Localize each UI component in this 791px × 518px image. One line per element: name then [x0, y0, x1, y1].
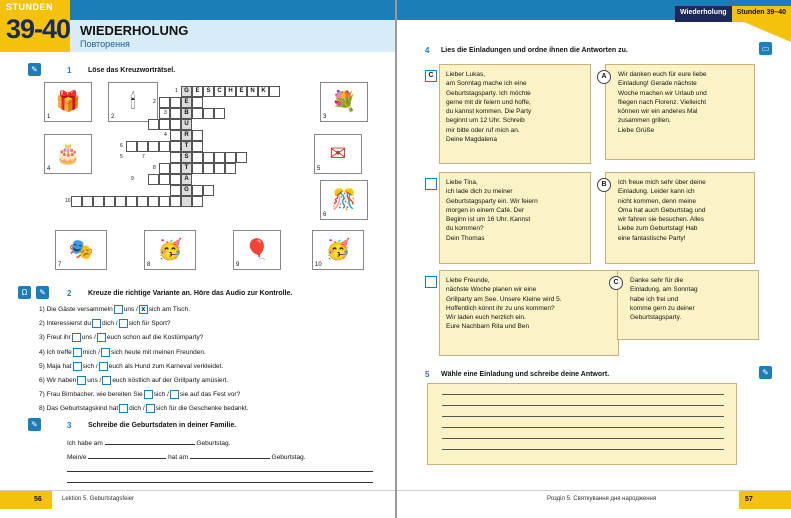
picture-cake: [44, 134, 92, 174]
crossword-cell[interactable]: [269, 86, 280, 97]
sentence-row: [39, 390, 240, 399]
crossword-cell[interactable]: [170, 108, 181, 119]
crossword-cell[interactable]: [192, 130, 203, 141]
crossword-cell[interactable]: [170, 163, 181, 174]
birthday-line-2: [67, 454, 306, 461]
crossword-clue-number: 4: [164, 132, 167, 138]
crossword-cell[interactable]: [192, 196, 203, 207]
picture-number: 9: [236, 262, 240, 268]
footer-text: Lektion 5. Geburtstagsfeier: [62, 496, 135, 502]
picture-confetti: [320, 180, 368, 220]
option-checkbox[interactable]: [119, 404, 128, 413]
section-tab: [675, 6, 791, 22]
crossword-cell[interactable]: [159, 97, 170, 108]
crossword-cell[interactable]: B: [181, 108, 192, 119]
answer-letter-box[interactable]: [425, 276, 437, 288]
sentence-row: [39, 376, 228, 385]
write-line[interactable]: [442, 438, 724, 439]
line-text: Geburtstag.: [196, 440, 231, 447]
cake-icon: 🎂: [55, 143, 81, 165]
crossword-cell[interactable]: [181, 196, 192, 207]
crossword-cell[interactable]: [170, 97, 181, 108]
sentence-row: [39, 362, 223, 371]
footer: [0, 490, 395, 518]
crossword-cell[interactable]: S: [203, 86, 214, 97]
pencil-icon: ✎: [36, 286, 49, 299]
card-line: fliegen nach Florenz. Vielleicht: [618, 98, 707, 106]
card-line: Ich freue mich sehr über deine: [618, 179, 706, 186]
option-2: euch als Hund zum Karneval verkleidet.: [108, 363, 224, 371]
card-line: gerne mit dir feiern und hoffe,: [446, 98, 531, 106]
line-text: hat am: [168, 454, 189, 461]
page-subtitle: Повторення: [80, 39, 130, 49]
crossword-cell[interactable]: A: [181, 174, 192, 185]
crossword-cell[interactable]: G: [181, 185, 192, 196]
option-1: mich /: [82, 348, 101, 356]
exercise-1-title: Löse das Kreuzworträtsel.: [88, 67, 176, 74]
exercise-4-number: 4: [425, 46, 430, 55]
crossword-cell[interactable]: [214, 152, 225, 163]
section-tab-label: Wiederholung: [675, 6, 732, 22]
option-checkbox[interactable]: [102, 376, 111, 385]
headphones-icon: Ω: [18, 286, 31, 299]
sentence-row: [39, 348, 206, 357]
picture-number: 7: [58, 262, 62, 268]
crossword-cell[interactable]: [203, 108, 214, 119]
card-line: komme gern zu deiner: [630, 304, 695, 312]
option-2: euch köstlich auf der Grillparty amüsiert.: [112, 377, 229, 385]
crossword-cell[interactable]: E: [236, 86, 247, 97]
card-line: Deine Magdalena: [446, 136, 497, 144]
option-checkbox[interactable]: [77, 376, 86, 385]
card-line: können wir ein anderes Mal: [618, 108, 698, 116]
crossword-cell[interactable]: [159, 196, 170, 207]
picture-envelope: [314, 134, 362, 174]
option-checkbox[interactable]: [73, 362, 82, 371]
crossword-clue-number: 10: [65, 198, 71, 204]
card-line: Geburtstagsparty.: [630, 314, 682, 322]
balloon-icon: 🎈: [244, 239, 270, 261]
pencil-icon: ✎: [759, 366, 772, 379]
answer-card: [605, 64, 755, 160]
invitation-card: [439, 270, 619, 356]
crossword-cell[interactable]: [115, 196, 126, 207]
write-line[interactable]: [442, 394, 724, 395]
crossword-cell[interactable]: [214, 108, 225, 119]
pencil-icon: ✎: [28, 418, 41, 431]
crossword-cell[interactable]: [148, 196, 159, 207]
card-line: Einladung. Leider kann ich: [618, 188, 695, 196]
crossword-clue-number: 7: [142, 154, 145, 160]
card-line: habe ich frei und: [630, 295, 679, 303]
crossword-cell[interactable]: [137, 196, 148, 207]
birthday-line-1: [67, 440, 230, 447]
write-line[interactable]: [442, 405, 724, 406]
card-line: Liebe zum Geburtstag! Hab: [618, 225, 698, 233]
pencil-icon: ✎: [28, 63, 41, 76]
sentence-start: 3) Freut ihr: [39, 334, 71, 342]
book-icon: ▭: [759, 42, 772, 55]
picture-number: 5: [317, 166, 321, 172]
picture-party: [144, 230, 196, 270]
picture-balloon: [233, 230, 281, 270]
crossword-clue-number: 6: [120, 143, 123, 149]
write-line[interactable]: [442, 427, 724, 428]
crossword-cell[interactable]: [170, 130, 181, 141]
write-line[interactable]: [442, 449, 724, 450]
picture-number: 8: [147, 262, 151, 268]
crossword-cell[interactable]: [203, 185, 214, 196]
crossword-cell[interactable]: [104, 196, 115, 207]
picture-number: 3: [323, 114, 327, 120]
sentence-start: 7) Frau Birnbacher, wie bereiten Sie: [39, 391, 143, 399]
option-1: uns /: [87, 377, 102, 385]
crossword-cell[interactable]: [170, 174, 181, 185]
picture-mask: [55, 230, 107, 270]
picture-number: 1: [47, 114, 51, 120]
option-checkbox[interactable]: [144, 390, 153, 399]
exercise-2-number: 2: [67, 289, 72, 298]
line-text: Geburtstag.: [271, 454, 306, 461]
card-line: Danke sehr für die: [630, 277, 684, 284]
option-checkbox[interactable]: [114, 305, 123, 314]
option-checkbox[interactable]: [101, 348, 110, 357]
option-1: sich /: [82, 363, 98, 371]
crossword-cell[interactable]: [203, 152, 214, 163]
write-blank[interactable]: [88, 458, 166, 459]
exercise-3-number: 3: [67, 421, 72, 430]
card-line: Wir danken euch für eure liebe: [618, 71, 707, 78]
option-2: sich für die Geschenke bedankt.: [155, 405, 249, 413]
answer-writing-box: [427, 383, 737, 465]
footer-text: Розділ 5. Святкування дня народження: [547, 496, 657, 502]
sentence-start: 6) Wir haben: [39, 377, 77, 385]
picture-number: 6: [323, 212, 327, 218]
option-1: dich /: [102, 320, 118, 328]
crossword-cell[interactable]: C: [214, 86, 225, 97]
option-1: uns /: [81, 334, 96, 342]
sentence-start: 2) Interessierst du: [39, 320, 92, 328]
stunden-label: STUNDEN: [6, 2, 54, 12]
option-checkbox[interactable]: [170, 390, 179, 399]
card-line: Liebe Grüße: [618, 126, 655, 134]
envelope-icon: ✉: [329, 143, 347, 165]
crossword-cell[interactable]: N: [247, 86, 258, 97]
card-line: Hoffentlich könnt ihr zu uns kommen?: [446, 304, 555, 312]
crossword-cell[interactable]: [148, 119, 159, 130]
write-line[interactable]: [67, 482, 373, 483]
confetti-icon: 🎊: [331, 189, 357, 211]
answer-tag: A: [597, 70, 611, 84]
left-page: [0, 0, 395, 518]
crossword-cell[interactable]: [159, 141, 170, 152]
option-checkbox[interactable]: [72, 333, 81, 342]
answer-tag: B: [597, 178, 611, 192]
page-number: 56: [0, 491, 52, 509]
crossword-cell[interactable]: [71, 196, 82, 207]
write-blank[interactable]: [190, 458, 270, 459]
crossword-cell[interactable]: [93, 196, 104, 207]
option-1: uns /: [123, 306, 138, 314]
picture-number: 4: [47, 166, 51, 172]
crossword-cell[interactable]: E: [192, 86, 203, 97]
crossword-cell[interactable]: [192, 108, 203, 119]
crossword-cell[interactable]: [159, 174, 170, 185]
picture-gift: [44, 82, 92, 122]
option-2: euch schon auf die Kostümparty?: [106, 334, 204, 342]
mask-icon: 🎭: [68, 239, 94, 261]
picture-number: 2: [111, 114, 115, 120]
card-line: eine fantastische Party!: [618, 234, 686, 242]
card-line: Liebe Tina,: [446, 179, 478, 186]
card-line: Grillparty am See. Unsere Kleine wird 5.: [446, 295, 562, 303]
picture-candle: [108, 82, 158, 122]
crossword-cell[interactable]: T: [181, 163, 192, 174]
card-line: wir fahren sie besuchen. Alles: [618, 216, 704, 224]
write-line[interactable]: [442, 416, 724, 417]
crossword-cell[interactable]: T: [181, 141, 192, 152]
card-line: Wir laden euch herzlich ein.: [446, 314, 526, 322]
card-line: Dein Thomas: [446, 234, 485, 242]
answer-tag: C: [609, 276, 623, 290]
party-icon: 🥳: [157, 239, 183, 261]
crossword-cell[interactable]: H: [225, 86, 236, 97]
invitation-card: [439, 64, 591, 164]
card-line: zusammen grillen.: [618, 117, 671, 125]
page-number: 57: [739, 491, 791, 509]
invitation-card: [439, 172, 591, 264]
party-hat-icon: 🥳: [325, 239, 351, 261]
card-line: am Sonntag mache ich eine: [446, 80, 527, 88]
sentence-start: 8) Das Geburtstagskind hat: [39, 405, 119, 413]
picture-flowers: [320, 82, 368, 122]
card-line: Geburtstagsparty ein. Wir feiern: [446, 197, 538, 205]
crossword-cell[interactable]: [170, 141, 181, 152]
exercise-1-number: 1: [67, 66, 72, 75]
sentence-start: 1) Die Gäste versammeln: [39, 306, 113, 314]
crossword-clue-number: 3: [164, 110, 167, 116]
option-1: dich /: [129, 405, 145, 413]
crossword-cell[interactable]: [126, 141, 137, 152]
answer-card: [617, 270, 759, 340]
crossword-cell[interactable]: U: [181, 119, 192, 130]
option-checkbox[interactable]: [73, 348, 82, 357]
card-line: du kommen?: [446, 225, 484, 233]
card-line: Einladung, am Sonntag: [630, 286, 698, 294]
crossword-cell[interactable]: E: [181, 97, 192, 108]
exercise-5-number: 5: [425, 370, 430, 379]
sentence-row: [39, 404, 249, 413]
picture-number: 10: [315, 262, 322, 268]
crossword-cell[interactable]: [126, 196, 137, 207]
card-line: morgen in einem Café. Der: [446, 206, 525, 214]
crossword-cell[interactable]: [159, 119, 170, 130]
exercise-5-title: Wähle eine Einladung und schreibe deine Antwort.: [441, 371, 610, 378]
flowers-icon: 💐: [331, 91, 357, 113]
page-title: WIEDERHOLUNG: [80, 23, 189, 38]
crossword-cell[interactable]: G: [181, 86, 192, 97]
gift-icon: 🎁: [55, 91, 81, 113]
crossword-cell[interactable]: [148, 141, 159, 152]
crossword-cell[interactable]: [170, 152, 181, 163]
crossword-clue-number: 2: [153, 99, 156, 105]
line-text: Ich habe am: [67, 440, 103, 447]
option-checkbox[interactable]: [97, 333, 106, 342]
crossword-clue-number: 8: [153, 165, 156, 171]
card-line: Einladung! Gerade nächste: [618, 80, 697, 88]
write-blank[interactable]: [105, 444, 195, 445]
option-2: sich für Sport?: [128, 320, 171, 328]
footer: [397, 490, 791, 518]
crossword-clue-number: 1: [175, 88, 178, 94]
crossword-cell[interactable]: R: [181, 130, 192, 141]
crossword-cell[interactable]: [170, 185, 181, 196]
crossword-cell[interactable]: [236, 152, 247, 163]
option-checkbox[interactable]: [99, 362, 108, 371]
card-line: Beginn ist um 16 Uhr. Kannst: [446, 216, 531, 224]
crossword-cell[interactable]: [170, 119, 181, 130]
option-1: sich /: [153, 391, 169, 399]
crossword-cell[interactable]: [214, 163, 225, 174]
exercise-2-title: Kreuze die richtige Variante an. Höre das Audio zur Kontrolle.: [88, 290, 293, 297]
option-2: sich am Tisch.: [148, 306, 190, 314]
crossword-cell[interactable]: [148, 174, 159, 185]
sentence-start: 4) Ich treffe: [39, 348, 72, 356]
exercise-3-title: Schreibe die Geburtsdaten in deiner Familie.: [88, 422, 237, 429]
option-checkbox[interactable]: [146, 404, 155, 413]
crossword-cell[interactable]: [192, 152, 203, 163]
card-line: beginnt um 12 Uhr. Schreib: [446, 117, 525, 125]
card-line: Woche machen wir Urlaub und: [618, 89, 707, 97]
option-checkbox[interactable]: [92, 319, 101, 328]
crossword-cell[interactable]: [170, 196, 181, 207]
stunden-number: 39-40: [6, 14, 71, 44]
card-line: Liebe Freunde,: [446, 277, 490, 284]
crossword-cell[interactable]: K: [258, 86, 269, 97]
option-2: sie auf das Fest vor?: [179, 391, 241, 399]
sentence-row: [39, 319, 171, 328]
line-text: Mein/e: [67, 454, 87, 461]
crossword-cell[interactable]: [192, 163, 203, 174]
card-line: nicht kommen, denn meine: [618, 197, 697, 205]
crossword-cell[interactable]: S: [181, 152, 192, 163]
option-checkbox[interactable]: [119, 319, 128, 328]
crossword-cell[interactable]: [192, 141, 203, 152]
crossword-clue-number: 9: [131, 176, 134, 182]
option-2: sich heute mit meinen Freunden.: [111, 348, 206, 356]
crossword-cell[interactable]: [225, 152, 236, 163]
exercise-4-title: Lies die Einladungen und ordne ihnen die Antworten zu.: [441, 47, 628, 54]
option-checkbox[interactable]: x: [139, 305, 148, 314]
answer-letter-box[interactable]: C: [425, 70, 437, 82]
candle-icon: 🕯: [130, 91, 136, 113]
card-line: du kannst kommen. Die Party: [446, 108, 532, 116]
card-line: Lieber Lukas,: [446, 71, 486, 78]
crossword-cell[interactable]: [159, 163, 170, 174]
crossword-cell[interactable]: [192, 185, 203, 196]
picture-party-hat: [312, 230, 364, 270]
crossword-cell[interactable]: [203, 163, 214, 174]
crossword-cell[interactable]: [192, 97, 203, 108]
crossword-cell[interactable]: [225, 163, 236, 174]
sentence-row: [39, 333, 203, 342]
answer-card: [605, 172, 755, 264]
card-line: Geburtstagsparty. Ich möchte: [446, 89, 531, 97]
card-line: ich lade dich zu meiner: [446, 188, 513, 196]
crossword-cell[interactable]: [137, 141, 148, 152]
card-line: mir bitte oder ruf mich an.: [446, 126, 520, 134]
answer-letter-box[interactable]: [425, 178, 437, 190]
right-page: [397, 0, 791, 518]
card-line: Eure Nachbarn Rita und Ben: [446, 323, 530, 331]
card-line: Oma hat auch Geburtstag und: [618, 206, 706, 214]
card-line: nächste Woche planen wir eine: [446, 286, 537, 294]
sentence-row: [39, 305, 190, 314]
crossword-clue-number: 5: [120, 154, 123, 160]
write-line[interactable]: [67, 471, 373, 472]
corner-accent: [739, 20, 791, 42]
section-tab-range: Stunden 39–40: [732, 6, 791, 22]
crossword-cell[interactable]: [82, 196, 93, 207]
sentence-start: 5) Maja hat: [39, 363, 72, 371]
